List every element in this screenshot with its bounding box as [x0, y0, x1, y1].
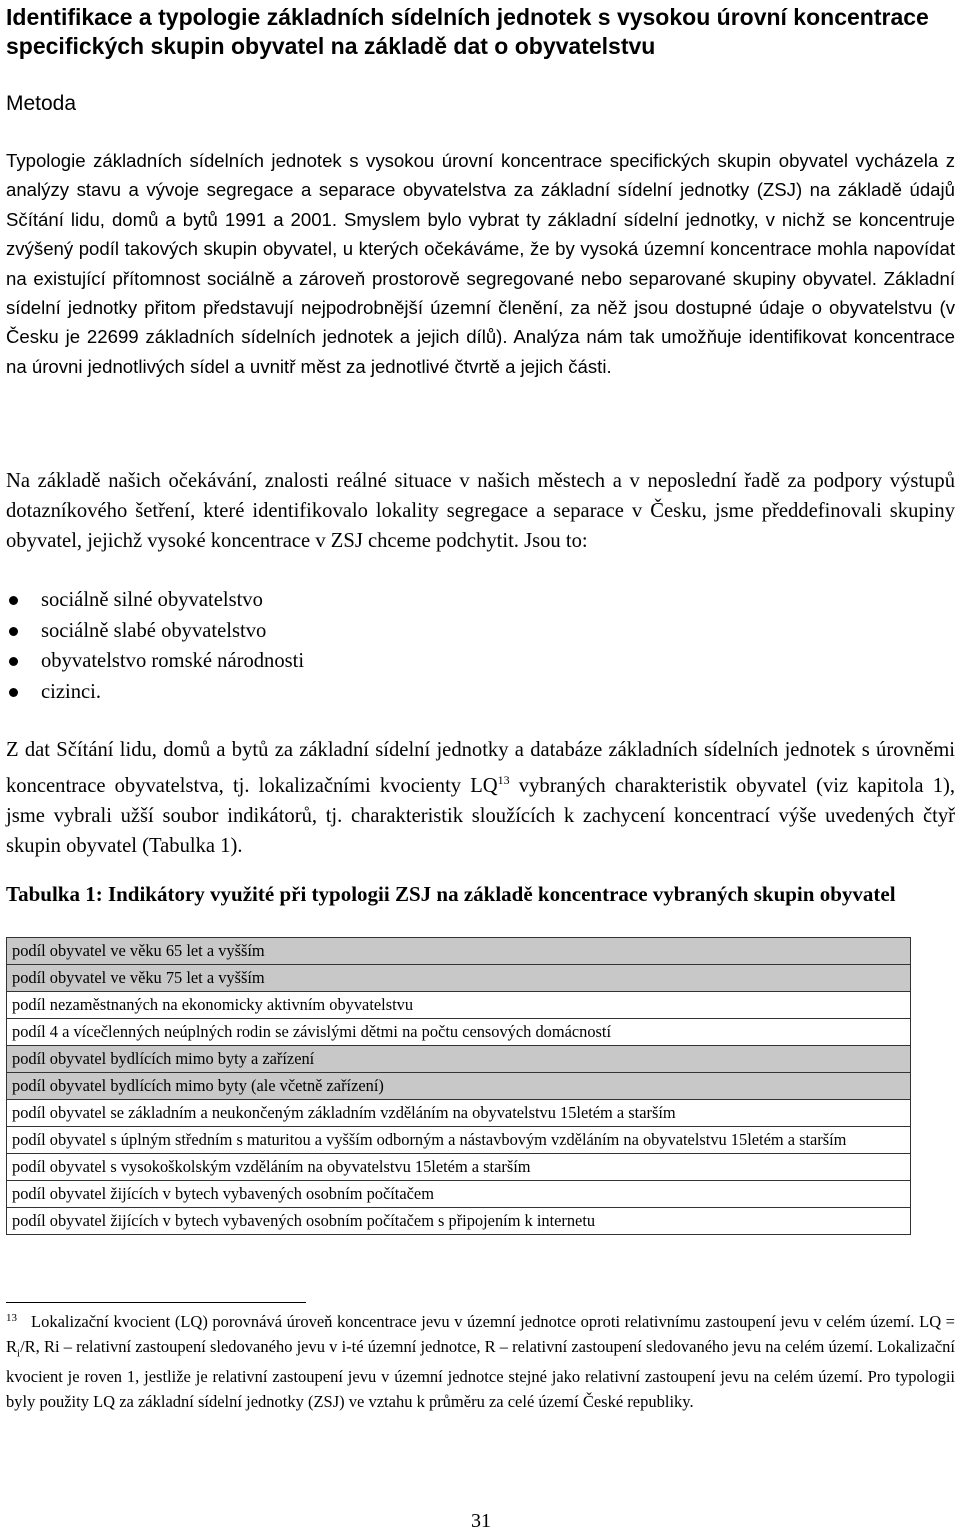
page-number: 31 — [471, 1510, 491, 1532]
table-row — [7, 1154, 911, 1181]
indicators-table — [6, 937, 911, 1235]
page-title: Identifikace a typologie základních sídelních jednotek s vysokou úrovní koncentrace specifických skupin obyvatel na základě dat o obyvatelstvu — [6, 4, 929, 59]
table-row — [7, 1127, 911, 1154]
table-cell: podíl obyvatel žijících v bytech vybavených osobním počítačem — [7, 1181, 911, 1208]
table-caption: Tabulka 1: Indikátory využité při typologii ZSJ na základě koncentrace vybraných skupin obyvatel — [6, 882, 896, 906]
table-cell: podíl obyvatel se základním a neukončeným základním vzděláním na obyvatelstvu 15letém a starším — [7, 1100, 911, 1127]
footnote-number: 13 — [6, 1311, 17, 1324]
table-row — [7, 938, 911, 965]
list-item: cizinci. — [6, 677, 304, 708]
table-row — [7, 1208, 911, 1235]
table-row — [7, 992, 911, 1019]
bullet-icon — [9, 688, 18, 697]
method-paragraph: Typologie základních sídelních jednotek s vysokou úrovní koncentrace specifických skupin obyvatel vycházela z analýzy stavu a vývoje segregace a separace obyvatelstva za základní sídelní jednotky (ZSJ) na základě údajů Sčítání lidu, domů a bytů 1991 a 2001. Smyslem bylo vybrat ty základní sídelní jednotky, v nichž se koncentruje zvýšený podíl takových skupin obyvatel, u kterých očekáváme, že by vysoká územní koncentrace mohla napovídat na existující přítomnost sociálně a zároveň prostorově segregované nebo separované skupiny obyvatel. Základní sídelní jednotky přitom představují nejpodrobnější územní členění, za něž jsou dostupné údaje o obyvatelstvu (v Česku je 22699 základních sídelních jednotek a jejich dílů). Analýza nám tak umožňuje identifikovat koncentrace na úrovni jednotlivých sídel a uvnitř měst za jednotlivé čtvrtě a jejich části. — [6, 150, 955, 377]
list-item: sociálně slabé obyvatelstvo — [6, 616, 304, 647]
table-row — [7, 965, 911, 992]
indicators-paragraph: Z dat Sčítání lidu, domů a bytů za základní sídelní jednotky a databáze základních sídelních jednotek s úrovněmi koncentrace obyvatelstva, tj. lokalizačními kvocienty LQ$^{13}$ vybraných charakteristik obyvatel (viz kapitola 1), jsme vybrali užší soubor indikátorů, tj. charakteristik sloužících k zachycení koncentrací výše uvedených čtyř skupin obyvatel (Tabulka 1). — [6, 739, 955, 857]
section-heading: Metoda — [6, 92, 77, 115]
table-row — [7, 1019, 911, 1046]
footnote: $^{13}$ Lokalizační kvocient (LQ) porovnává úroveň koncentrace jevu v územní jednotce oproti relativnímu zastoupení jevu v celém území. LQ = $R_i/R$, Ri – relativní zastoupení sledovaného jevu v i-té územní jednotce, R – relativní zastoupení sledovaného jevu na celém území. Lokalizační kvocient je roven 1, jestliže je relativní zastoupení jevu v územní jednotce stejné jako relativní zastoupení jevu na celém území. Pro typologii byly použity LQ za základní sídelní jednotky (ZSJ) ve vztahu k průměru za celé území České republiky. — [6, 1311, 955, 1412]
bullet-icon — [9, 657, 18, 666]
table-cell: podíl obyvatel bydlících mimo byty a zařízení — [7, 1046, 911, 1073]
table-row — [7, 1100, 911, 1127]
table-cell: podíl obyvatel bydlících mimo byty (ale včetně zařízení) — [7, 1073, 911, 1100]
footnote-separator — [6, 1302, 306, 1303]
population-groups-list — [6, 585, 304, 707]
groups-intro-paragraph: Na základě našich očekávání, znalosti reálné situace v našich městech a v neposlední řadě za podpory výstupů dotazníkového šetření, které identifikovalo lokality segregace a separace v Česku, jsme předdefinovali skupiny obyvatel, jejichž vysoké koncentrace v ZSJ chceme podchytit. Jsou to: — [6, 470, 955, 552]
footnote-reference[interactable]: 13 — [497, 773, 510, 787]
table-row — [7, 1046, 911, 1073]
table-row — [7, 1181, 911, 1208]
list-item: obyvatelstvo romské národnosti — [6, 646, 304, 677]
bullet-icon — [9, 627, 18, 636]
table-cell: podíl obyvatel žijících v bytech vybavených osobním počítačem s připojením k internetu — [7, 1208, 911, 1235]
table-cell: podíl obyvatel s úplným středním s maturitou a vyšším odborným a nástavbovým vzděláním na obyvatelstvu 15letém a starším — [7, 1127, 911, 1154]
table-cell: podíl obyvatel ve věku 75 let a vyšším — [7, 965, 911, 992]
table-cell: podíl obyvatel s vysokoškolským vzděláním na obyvatelstvu 15letém a starším — [7, 1154, 911, 1181]
bullet-icon — [9, 596, 18, 605]
list-item: sociálně silné obyvatelstvo — [6, 585, 304, 616]
table-cell: podíl nezaměstnaných na ekonomicky aktivním obyvatelstvu — [7, 992, 911, 1019]
table-cell: podíl obyvatel ve věku 65 let a vyšším — [7, 938, 911, 965]
table-cell: podíl 4 a vícečlenných neúplných rodin se závislými dětmi na počtu censových domácností — [7, 1019, 911, 1046]
table-row — [7, 1073, 911, 1100]
